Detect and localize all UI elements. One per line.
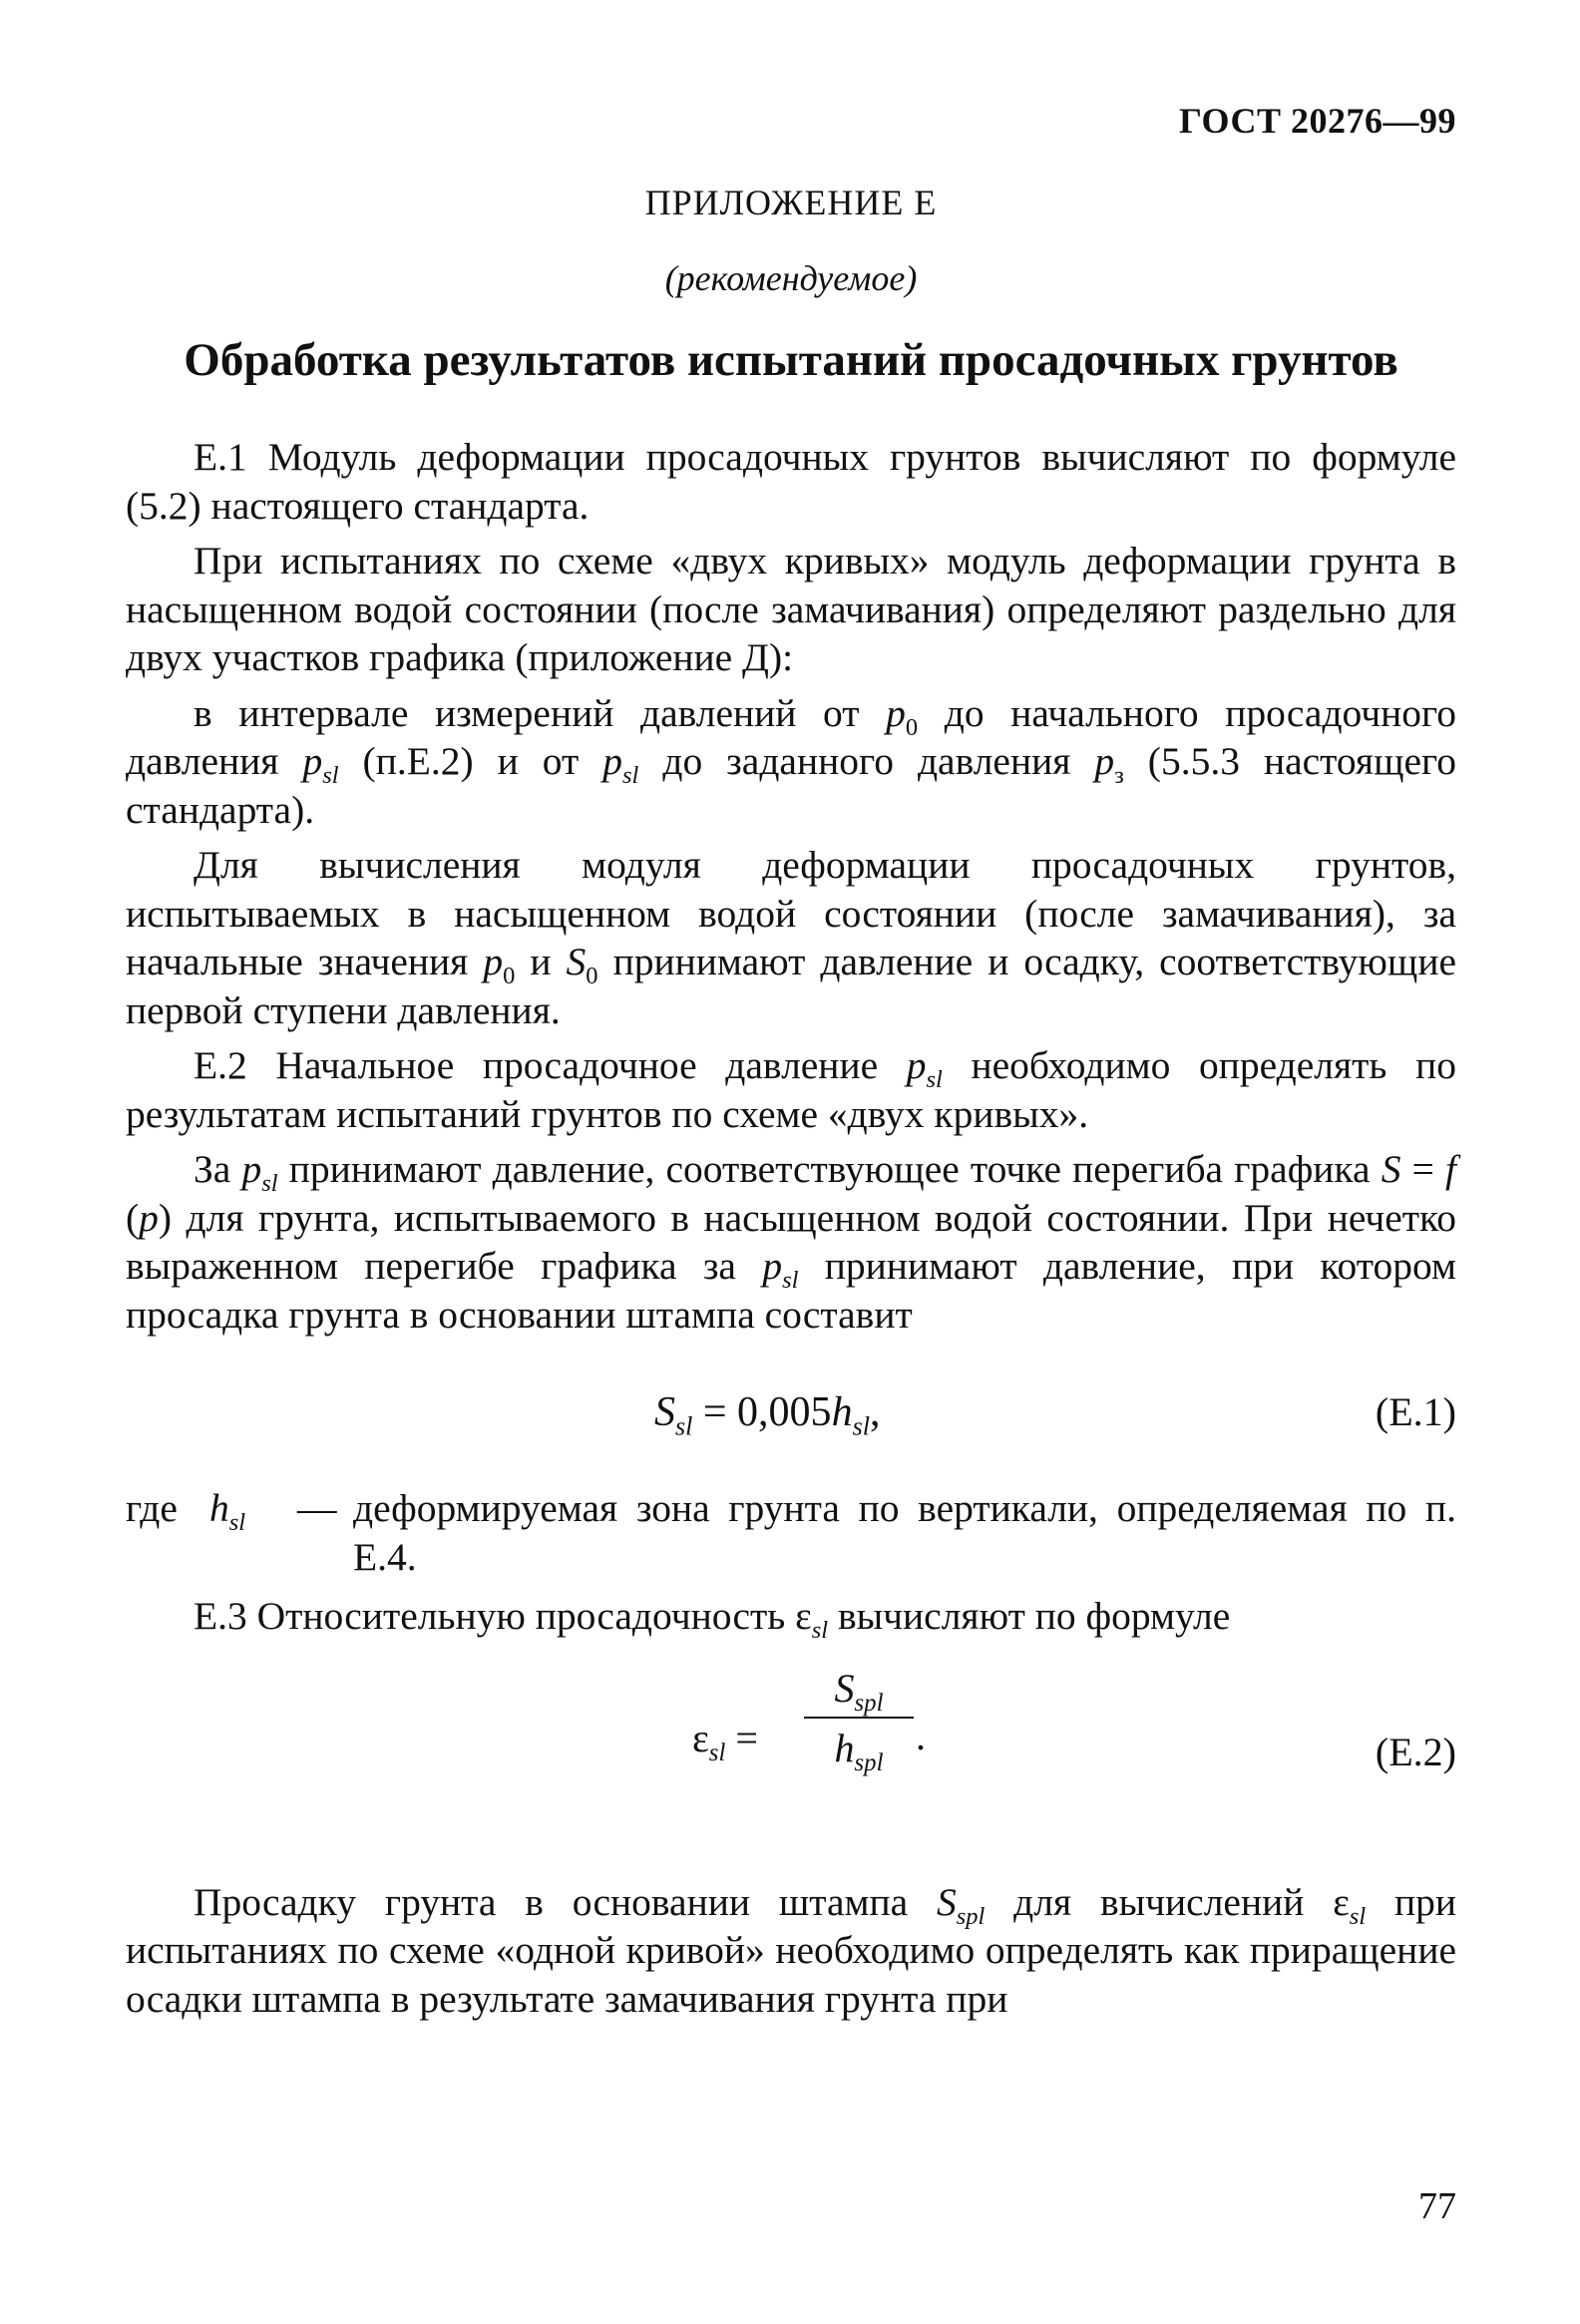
formula-e2-number: (Е.2)	[1375, 1729, 1456, 1774]
document-page	[126, 0, 1456, 2324]
clause-e3: Е.3 Относительную просадочность $\varepsilon_{sl}$ вычисляют по формуле	[194, 1594, 1231, 1644]
clause-e1: Е.1 Модуль деформации просадочных грунтов вычисляют по формуле (5.2) настоящего стандарта.	[126, 435, 1456, 528]
standard-designation: ГОСТ 20276—99	[1179, 101, 1456, 141]
paragraph-settlement: Просадку грунта в основании штампа $S_{spl}$ для вычислений $\varepsilon_{sl}$ при испытаниях по схеме «одной кривой» необходимо определять как приращение осадки штампа в результате замачивания грунта при	[126, 1879, 1456, 2021]
formula-e1-expression: $S_{sl} = 0,005h_{sl}$,	[654, 1389, 881, 1441]
formula-e1	[126, 1384, 1456, 1454]
where-description: деформируемая зона грунта по вертикали, определяемая по п. Е.4.	[353, 1486, 1456, 1579]
formula-e1-number: (Е.1)	[1375, 1389, 1456, 1434]
formula-e2-period: .	[916, 1713, 926, 1758]
paragraph-inflection-point: За $p_{sl}$ принимают давление, соответствующее точке перегиба графика S = f (p) для грунта, испытываемого в насыщенном водой состоянии. При нечетко выраженном перегибе графика за $p_{sl}$ принимают давление, при котором просадка грунта в основании штампа составит	[126, 1147, 1456, 1337]
where-dash: —	[297, 1486, 337, 1530]
formula-e2-lhs: $\varepsilon_{sl}$ =	[692, 1715, 758, 1766]
where-label: где	[126, 1486, 178, 1530]
paragraph-pressure-interval: в интервале измерений давлений от $p_0$ до начального просадочного давления $p_{sl}$ (п.Е.2) и от $p_{sl}$ до заданного давления $p_з$ (5.5.3 настоящего стандарта).	[126, 690, 1456, 832]
formula-e2	[126, 1665, 1456, 1814]
where-symbol: $h_{sl}$	[209, 1486, 246, 1536]
page-number: 77	[1418, 2185, 1456, 2227]
where-clause	[126, 1484, 1456, 1584]
fraction-denominator: $h_{spl}$	[834, 1726, 884, 1776]
appendix-status: (рекомендуемое)	[664, 258, 918, 298]
appendix-label: ПРИЛОЖЕНИЕ Е	[644, 183, 938, 222]
formula-e2-fraction	[804, 1665, 914, 1776]
paragraph-initial-values: Для вычисления модуля деформации просадочных грунтов, испытываемых в насыщенном водой состоянии (после замачивания), за начальные значения $p_0$ и $S_0$ принимают давление и осадку, соответствующие первой ступени давления.	[126, 843, 1457, 1032]
paragraph-two-curves: При испытаниях по схеме «двух кривых» модуль деформации грунта в насыщенном водой состоянии (после замачивания) определяют раздельно для двух участков графика (приложение Д):	[126, 539, 1456, 679]
appendix-title: Обработка результатов испытаний просадочных грунтов	[184, 334, 1398, 386]
clause-e2: Е.2 Начальное просадочное давление $p_{sl}$ необходимо определять по результатам испытаний грунтов по схеме «двух кривых».	[126, 1043, 1456, 1136]
document-body	[126, 433, 1456, 2030]
fraction-numerator: $S_{spl}$	[804, 1665, 914, 1720]
